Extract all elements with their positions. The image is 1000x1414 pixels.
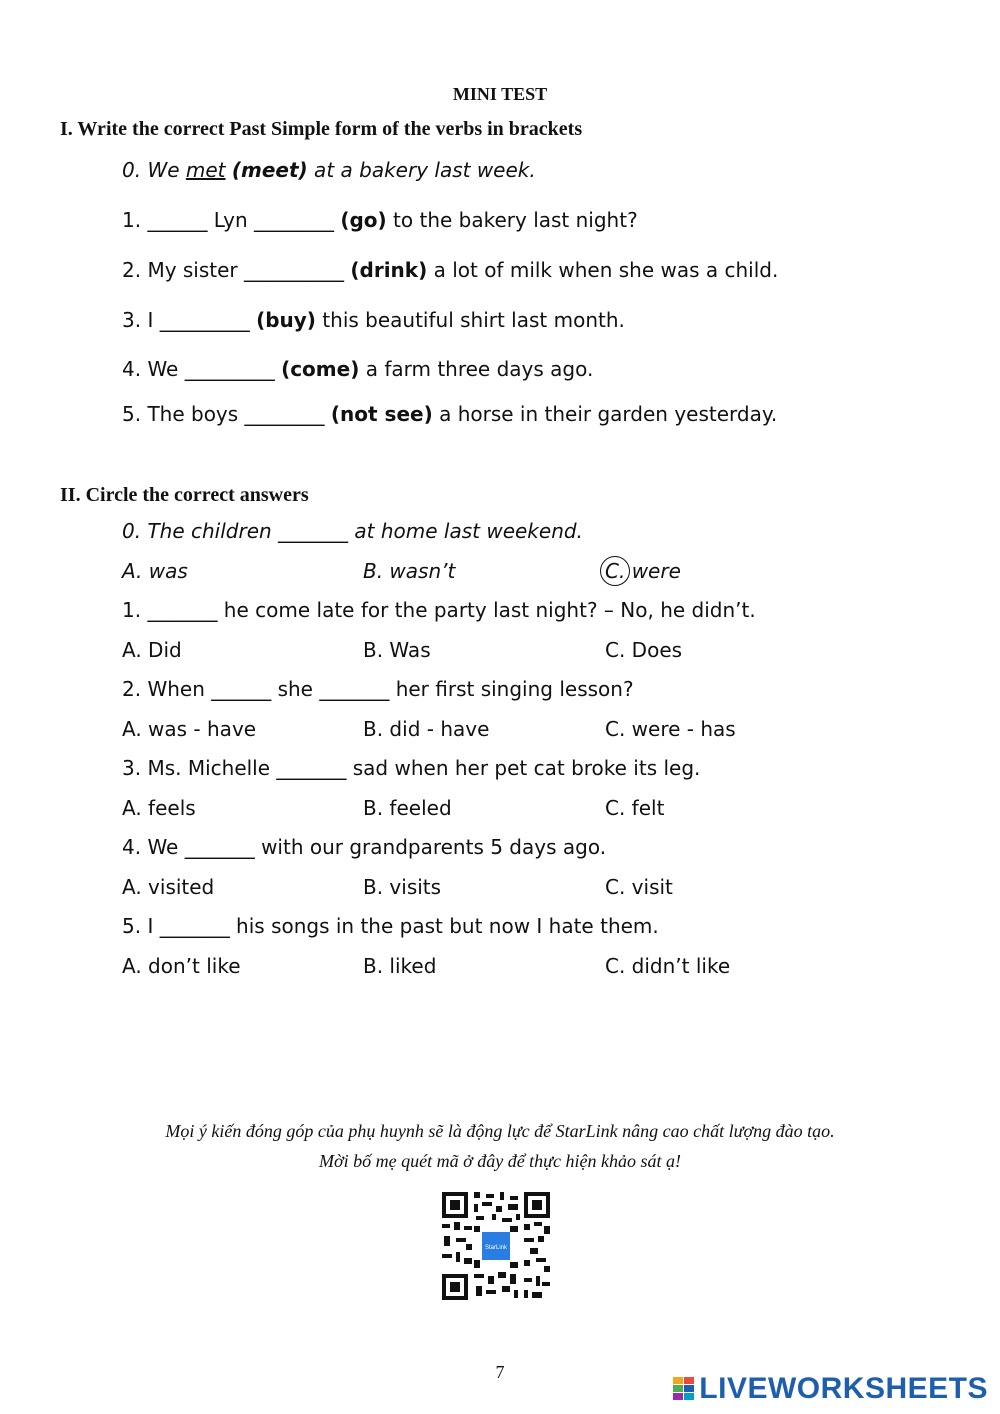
option-a[interactable]: A. Did	[122, 638, 182, 662]
footer-note: Mọi ý kiến đóng góp của phụ huynh sẽ là động lực để StarLink nâng cao chất lượng đào tạo.	[165, 1121, 835, 1141]
footer-note: Mời bố mẹ quét mã ở đây để thực hiện khảo sát ạ!	[319, 1151, 681, 1171]
qr-code[interactable]	[440, 1190, 552, 1302]
item-verb: (not see)	[330, 402, 433, 426]
question: 1. _______ he come late for the party last night? – No, he didn’t.	[122, 598, 756, 622]
item-text: this beautiful shirt last month.	[315, 308, 625, 332]
liveworksheets-text: LIVEWORKSHEETS	[699, 1372, 988, 1405]
item-text: 4. We _________	[122, 357, 282, 381]
option-a[interactable]: A. visited	[122, 875, 215, 899]
option-a: A. was	[122, 559, 188, 583]
example-prefix: 0. We	[122, 158, 186, 182]
item-text: a lot of milk when she was a child.	[427, 258, 779, 282]
section1-item	[122, 258, 778, 282]
liveworksheets-watermark	[673, 1372, 988, 1406]
example-rest: at a bakery last week.	[307, 158, 536, 182]
item-verb: (buy)	[256, 308, 316, 332]
item-text: a farm three days ago.	[359, 357, 594, 381]
item-text: 1. ______ Lyn ________	[122, 208, 341, 232]
option-a[interactable]: A. don’t like	[122, 954, 241, 978]
option-c[interactable]: C. visit	[605, 875, 673, 899]
option-b: B. wasn’t	[363, 559, 456, 583]
item-verb: (drink)	[350, 258, 428, 282]
option-c-circled	[605, 559, 681, 583]
item-verb: (go)	[340, 208, 387, 232]
section1-item	[122, 308, 625, 332]
qr-logo-label: StarLink	[484, 1245, 508, 1251]
section1-example	[122, 158, 536, 182]
example-answer: met	[185, 158, 226, 182]
item-text: a horse in their garden yesterday.	[432, 402, 778, 426]
page-title: MINI TEST	[452, 84, 548, 104]
option-c[interactable]: C. didn’t like	[605, 954, 731, 978]
section2-heading: II. Circle the correct answers	[60, 484, 309, 506]
liveworksheets-logo-icon	[673, 1377, 695, 1401]
option-b[interactable]: B. feeled	[363, 796, 452, 820]
item-verb: (come)	[281, 357, 360, 381]
qr-code-graphic	[440, 1190, 552, 1302]
answer-circle	[605, 559, 625, 583]
option-a[interactable]: A. feels	[122, 796, 196, 820]
option-b[interactable]: B. did - have	[363, 717, 490, 741]
item-text: to the bakery last night?	[386, 208, 638, 232]
option-c[interactable]: C. Does	[605, 638, 683, 662]
section1-item	[122, 402, 777, 426]
item-text: 5. The boys ________	[122, 402, 331, 426]
option-letter: C.	[605, 559, 626, 583]
section2-example-question: 0. The children _______ at home last weekend.	[122, 519, 583, 543]
example-verb: (meet)	[231, 158, 308, 182]
option-b[interactable]: B. liked	[363, 954, 437, 978]
item-text: 2. My sister __________	[122, 258, 351, 282]
option-c[interactable]: C. were - has	[605, 717, 736, 741]
section1-item	[122, 208, 638, 232]
question: 5. I _______ his songs in the past but now I hate them.	[122, 914, 659, 938]
question: 2. When ______ she _______ her first singing lesson?	[122, 677, 634, 701]
page-number: 7	[495, 1362, 505, 1382]
section1-item	[122, 357, 593, 381]
option-a[interactable]: A. was - have	[122, 717, 257, 741]
option-c[interactable]: C. felt	[605, 796, 665, 820]
option-text: were	[631, 559, 681, 583]
option-b[interactable]: B. visits	[363, 875, 442, 899]
circle-mark	[600, 556, 630, 586]
question: 3. Ms. Michelle _______ sad when her pet cat broke its leg.	[122, 756, 701, 780]
question: 4. We _______ with our grandparents 5 days ago.	[122, 835, 607, 859]
option-b[interactable]: B. Was	[363, 638, 431, 662]
item-text: 3. I _________	[122, 308, 257, 332]
section1-heading: I. Write the correct Past Simple form of the verbs in brackets	[60, 118, 583, 140]
